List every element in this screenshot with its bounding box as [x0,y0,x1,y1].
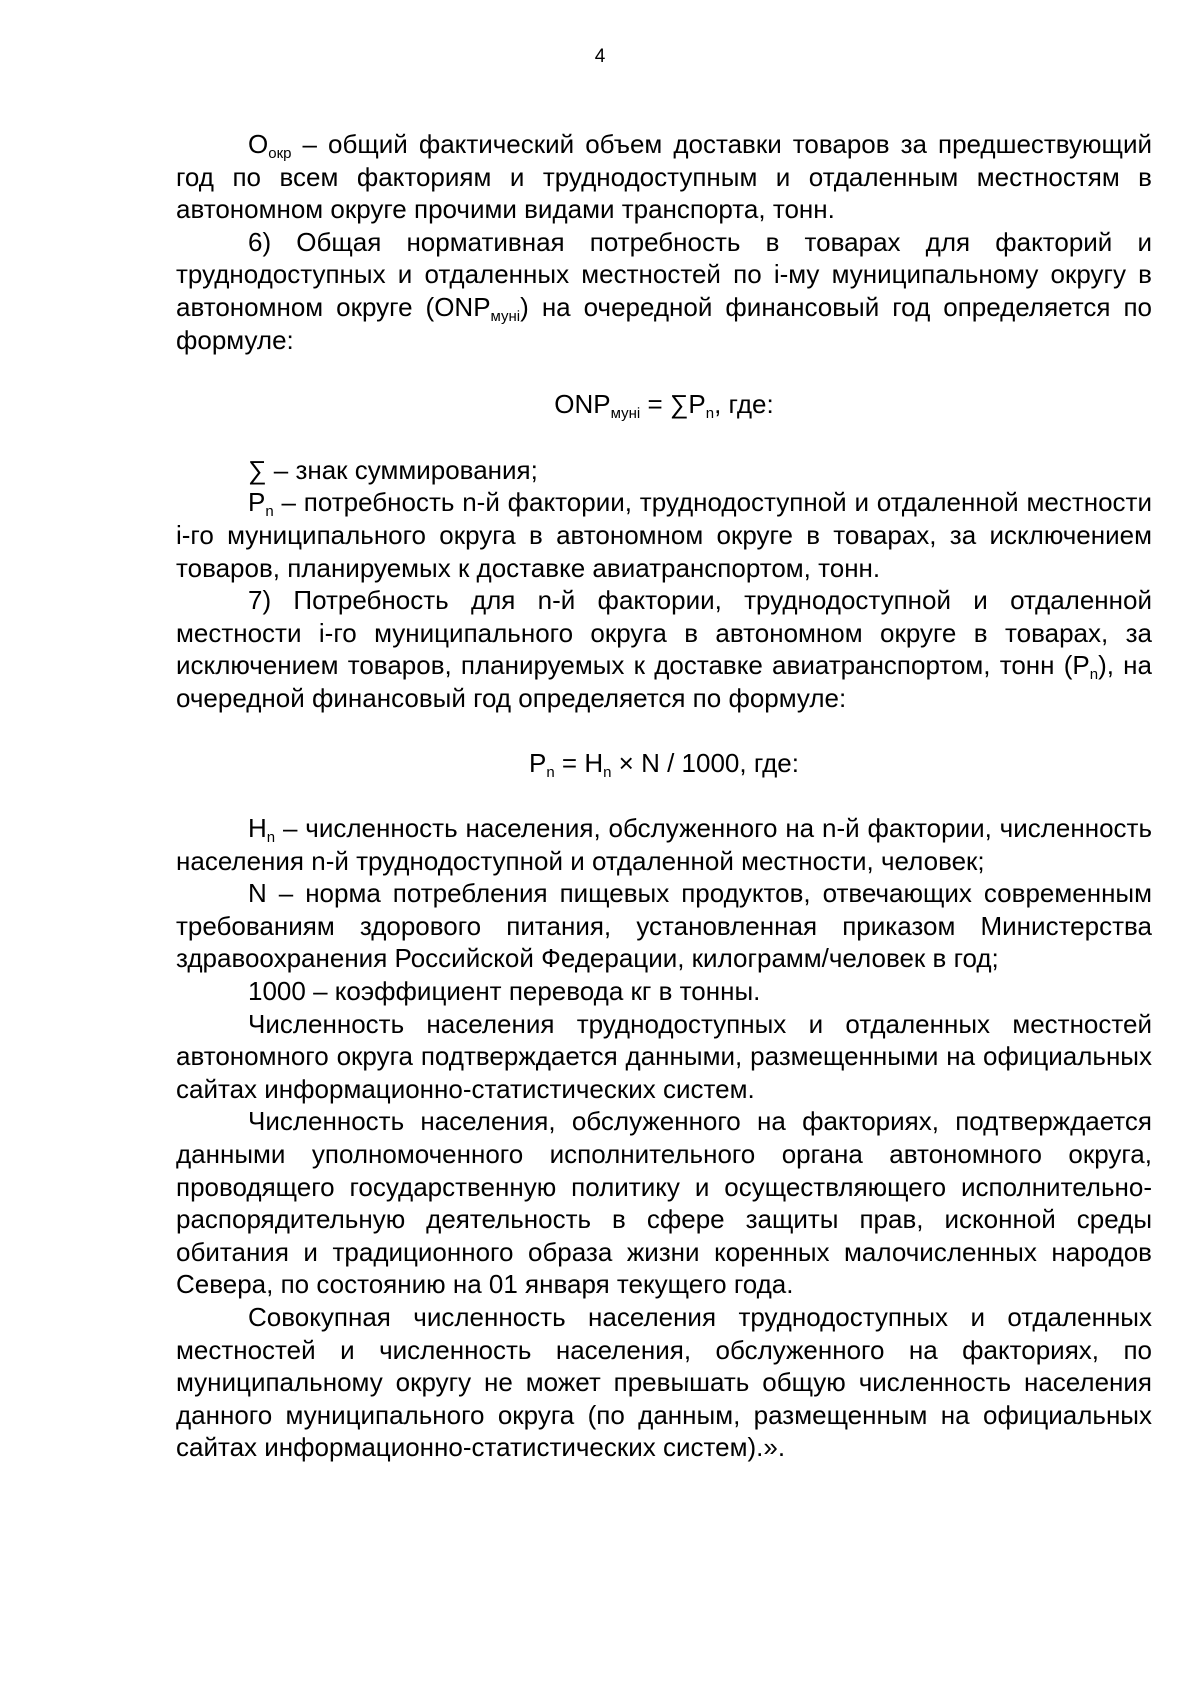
paragraph-item-7: 7) Потребность для n-й фактории, труднодоступной и отдаленной местности i-го муниципального округа в автономном округе в товарах, за исключением товаров, планируемых к доставке авиатранспортом, тонн $(P_n)$, на очередной финансовый год определяется по формуле: [176,585,1152,713]
page-number: 4 [594,46,606,67]
paragraph-n-definition: N – норма потребления пищевых продуктов, отвечающих современным требованиям здорового питания, установленная приказом Министерства здравоохранения Российской Федерации, килограмм/человек в год; [176,878,1152,974]
document-body [176,128,1152,1464]
paragraph-1000-definition: 1000 – коэффициент перевода кг в тонны. [248,976,761,1007]
paragraph-item-6: 6) Общая нормативная потребность в товарах для факторий и труднодоступных и отдаленных местностей по i-му муниципальному округу в автономном округе $(ONP_{муні})$ на очередной финансовый год определяется по формуле: [176,226,1152,355]
paragraph-remote-population-confirmation: Численность населения труднодоступных и отдаленных местностей автономного округа подтверждается данными, размещенными на официальных сайтах информационно-статистических систем. [176,1008,1152,1104]
paragraph-hn-definition: $H_n$ – численность населения, обслуженного на n-й фактории, численность населения n-й труднодоступной и отдаленной местности, человек; [176,813,1152,876]
paragraph-sum-sign-definition: ∑ – знак суммирования; [248,454,538,485]
paragraph-pn-definition: $P_n$ – потребность n-й фактории, труднодоступной и отдаленной местности i-го муниципального округа в автономном округе в товарах, за исключением товаров, планируемых к доставке авиатранспортом, тонн. [176,487,1152,583]
formula-pn: $P_n = H_n \times N / 1000$, где: [529,747,799,781]
formula-onp: $ONP_{муні} = \sum P_n$, где: [554,389,774,423]
paragraph-total-delivery-definition: $О_{окр}$ – общий фактический объем доставки товаров за предшествующий год по всем факториям и труднодоступным и отдаленным местностям в автономном округе прочими видами транспорта, тонн. [176,129,1152,225]
paragraph-factory-population-confirmation: Численность населения, обслуженного на факториях, подтверждается данными уполномоченного исполнительного органа автономного округа, проводящего государственную политику и осуществляющего исполнительно-распорядительную деятельность в сфере защиты прав, исконной среды обитания и традиционного образа жизни коренных малочисленных народов Севера, по состоянию на 01 января текущего года. [176,1106,1152,1300]
paragraph-total-population-limit: Совокупная численность населения труднодоступных и отдаленных местностей и численность населения, обслуженного на факториях, по муниципальному округу не может превышать общую численность населения данного муниципального округа (по данным, размещенным на официальных сайтах информационно-статистических систем).». [176,1302,1152,1463]
